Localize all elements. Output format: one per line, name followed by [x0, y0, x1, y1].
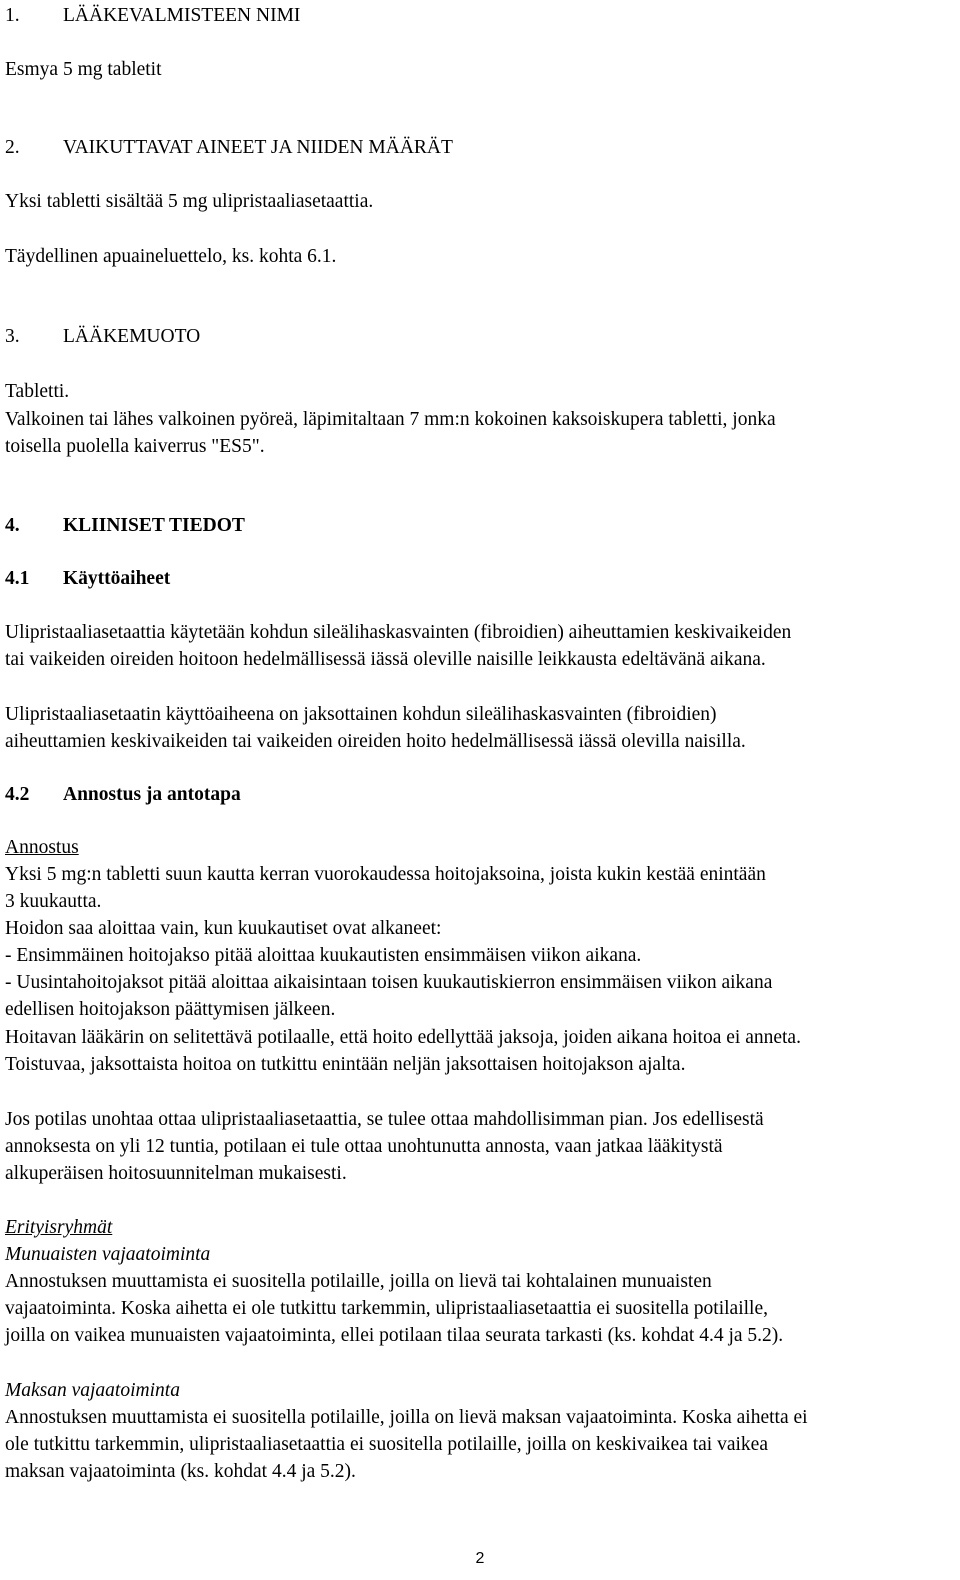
subsection-title: Käyttöaiheet [63, 568, 171, 589]
paragraph-line: annoksesta on yli 12 tuntia, potilaan ei tule ottaa unohtunutta annosta, vaan jatkaa lääkitystä [5, 1136, 723, 1157]
form-line: Tabletti. [5, 381, 70, 402]
excipients-line: Täydellinen apuaineluettelo, ks. kohta 6.1. [5, 246, 337, 267]
section-title: LÄÄKEMUOTO [63, 326, 201, 347]
paragraph-line: - Ensimmäinen hoitojakso pitää aloittaa kuukautisten ensimmäisen viikon aikana. [5, 945, 642, 966]
subsection-number: 4.2 [5, 784, 30, 805]
paragraph-line: Hoidon saa aloittaa vain, kun kuukautiset ovat alkaneet: [5, 918, 442, 939]
subsection-4-2-heading [5, 781, 241, 808]
paragraph-line: 3 kuukautta. [5, 891, 102, 912]
section-title: KLIINISET TIEDOT [63, 515, 245, 536]
paragraph-line: tai vaikeiden oireiden hoitoon hedelmällisessä iässä oleville naisille leikkausta edeltävänä aikana. [5, 649, 766, 670]
paragraph-line: maksan vajaatoiminta (ks. kohdat 4.4 ja 5.2). [5, 1461, 356, 1482]
annostus-heading: Annostus [5, 837, 79, 858]
paragraph-line: vajaatoiminta. Koska aihetta ei ole tutkittu tarkemmin, ulipristaaliasetaattia ei suositella potilaille, [5, 1298, 768, 1319]
page-number: 2 [475, 1550, 485, 1567]
paragraph-line: Annostuksen muuttamista ei suositella potilaille, joilla on lievä tai kohtalainen munuaisten [5, 1271, 712, 1292]
paragraph-line: Annostuksen muuttamista ei suositella potilaille, joilla on lievä maksan vajaatoiminta. Koska aihetta ei [5, 1407, 808, 1428]
section-3-heading [5, 323, 200, 350]
paragraph-line: edellisen hoitojakson päättymisen jälkeen. [5, 999, 336, 1020]
section-4-heading [5, 512, 245, 539]
paragraph-line: Ulipristaaliasetaatin käyttöaiheena on jaksottainen kohdun sileälihaskasvainten (fibroidien) [5, 704, 717, 725]
subsection-title: Annostus ja antotapa [63, 784, 241, 805]
section-1-heading [5, 2, 300, 29]
product-name: Esmya 5 mg tabletit [5, 59, 162, 80]
section-number: 4. [5, 515, 20, 536]
special-populations-heading: Erityisryhmät [5, 1217, 113, 1238]
section-number: 1. [5, 5, 20, 26]
paragraph-line: Ulipristaaliasetaattia käytetään kohdun sileälihaskasvainten (fibroidien) aiheuttamien keskivaikeiden [5, 622, 792, 643]
subsection-number: 4.1 [5, 568, 30, 589]
paragraph-line: Hoitavan lääkärin on selitettävä potilaalle, että hoito edellyttää jaksoja, joiden aikana hoitoa ei anneta. [5, 1027, 801, 1048]
paragraph-line: Toistuvaa, jaksottaista hoitoa on tutkittu enintään neljän jaksottaisen hoitojakson ajalta. [5, 1054, 686, 1075]
form-description-cont: toisella puolella kaiverrus "ES5". [5, 436, 265, 457]
renal-impairment-heading: Munuaisten vajaatoiminta [5, 1244, 211, 1265]
section-number: 2. [5, 137, 20, 158]
composition-line: Yksi tabletti sisältää 5 mg ulipristaaliasetaattia. [5, 191, 374, 212]
subsection-4-1-heading [5, 565, 170, 592]
paragraph-line: - Uusintahoitojaksot pitää aloittaa aikaisintaan toisen kuukautiskierron ensimmäisen viikon aikana [5, 972, 773, 993]
paragraph-line: ole tutkittu tarkemmin, ulipristaaliasetaattia ei suositella potilaille, joilla on keskivaikea tai vaikea [5, 1434, 768, 1455]
form-description: Valkoinen tai lähes valkoinen pyöreä, läpimitaltaan 7 mm:n kokoinen kaksoiskupera tabletti, jonka [5, 409, 776, 430]
section-2-heading [5, 134, 453, 161]
hepatic-impairment-heading: Maksan vajaatoiminta [5, 1380, 180, 1401]
section-title: LÄÄKEVALMISTEEN NIMI [63, 5, 301, 26]
section-title: VAIKUTTAVAT AINEET JA NIIDEN MÄÄRÄT [63, 137, 453, 158]
section-number: 3. [5, 326, 20, 347]
paragraph-line: alkuperäisen hoitosuunnitelman mukaisesti. [5, 1163, 347, 1184]
paragraph-line: aiheuttamien keskivaikeiden tai vaikeiden oireiden hoito hedelmällisessä iässä olevilla naisilla. [5, 731, 746, 752]
paragraph-line: Jos potilas unohtaa ottaa ulipristaaliasetaattia, se tulee ottaa mahdollisimman pian. Jos edellisestä [5, 1109, 764, 1130]
paragraph-line: Yksi 5 mg:n tabletti suun kautta kerran vuorokaudessa hoitojaksoina, joista kukin kestää enintään [5, 864, 766, 885]
paragraph-line: joilla on vaikea munuaisten vajaatoiminta, ellei potilaan tilaa seurata tarkasti (ks. kohdat 4.4 ja 5.2). [5, 1325, 784, 1346]
